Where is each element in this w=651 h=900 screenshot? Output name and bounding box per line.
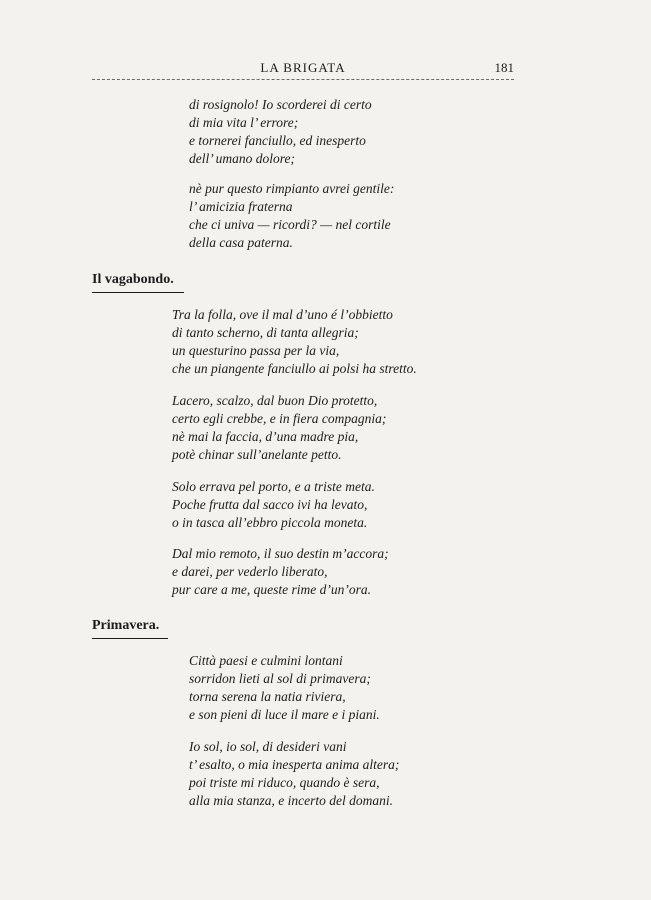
verse-line: Lacero, scalzo, dal buon Dio protetto, bbox=[172, 393, 378, 408]
verse-line: della casa paterna. bbox=[189, 235, 293, 250]
verse-line: Dal mio remoto, il suo destin m’accora; bbox=[172, 546, 389, 561]
stanza bbox=[189, 738, 399, 810]
poem-title-text: Il vagabondo. bbox=[92, 272, 174, 287]
title-underline bbox=[92, 638, 168, 639]
running-title: LA BRIGATA bbox=[260, 60, 346, 75]
verse-line: torna serena la natia riviera, bbox=[189, 689, 346, 704]
verse-line: Tra la folla, ove il mal d’uno é l’obbietto bbox=[172, 307, 393, 322]
running-header bbox=[92, 60, 514, 82]
page-number: 181 bbox=[494, 60, 514, 75]
stanza bbox=[172, 392, 386, 464]
verse-line: e son pieni di luce il mare e i piani. bbox=[189, 707, 380, 722]
stanza bbox=[172, 478, 375, 532]
verse-line: Poche frutta dal sacco ivi ha levato, bbox=[172, 497, 368, 512]
stanza bbox=[172, 545, 389, 599]
verse-line: un questurino passa per la via, bbox=[172, 343, 340, 358]
verse-line: Io sol, io sol, di desideri vani bbox=[189, 739, 347, 754]
verse-line: e tornerei fanciullo, ed inesperto bbox=[189, 133, 366, 148]
title-underline bbox=[92, 292, 184, 293]
verse-line: che un piangente fanciullo ai polsi ha stretto. bbox=[172, 361, 417, 376]
verse-line: di mia vita l’ errore; bbox=[189, 115, 299, 130]
verse-line: alla mia stanza, e incerto del domani. bbox=[189, 793, 393, 808]
verse-line: sorridon lieti al sol di primavera; bbox=[189, 671, 371, 686]
verse-line: poi triste mi riduco, quando è sera, bbox=[189, 775, 380, 790]
continued-stanza bbox=[189, 96, 372, 168]
continued-stanza bbox=[189, 180, 394, 252]
stanza bbox=[172, 306, 417, 378]
verse-line: l’ amicizia fraterna bbox=[189, 199, 293, 214]
stanza bbox=[189, 652, 380, 724]
verse-line: nè mai la faccia, d’una madre pia, bbox=[172, 429, 359, 444]
verse-line: pur care a me, queste rime d’un’ora. bbox=[172, 582, 371, 597]
verse-line: Città paesi e culmini lontani bbox=[189, 653, 343, 668]
verse-line: o in tasca all’ebbro piccola moneta. bbox=[172, 515, 368, 530]
verse-line: certo egli crebbe, e in fiera compagnia; bbox=[172, 411, 387, 426]
verse-line: nè pur questo rimpianto avrei gentile: bbox=[189, 181, 395, 196]
poem-title-primavera bbox=[92, 618, 159, 636]
verse-line: che ci univa — ricordi? — nel cortile bbox=[189, 217, 391, 232]
verse-line: Solo errava pel porto, e a triste meta. bbox=[172, 479, 375, 494]
verse-line: t’ esalto, o mia inesperta anima altera; bbox=[189, 757, 400, 772]
header-rule bbox=[92, 79, 514, 80]
verse-line: dell’ umano dolore; bbox=[189, 151, 295, 166]
poem-title-text: Primavera. bbox=[92, 618, 160, 633]
poem-title-vagabondo bbox=[92, 272, 174, 290]
verse-line: e darei, per vederlo liberato, bbox=[172, 564, 328, 579]
verse-line: di tanto scherno, di tanta allegria; bbox=[172, 325, 359, 340]
verse-line: potè chinar sull’anelante petto. bbox=[172, 447, 342, 462]
verse-line: di rosignolo! Io scorderei di certo bbox=[189, 97, 372, 112]
